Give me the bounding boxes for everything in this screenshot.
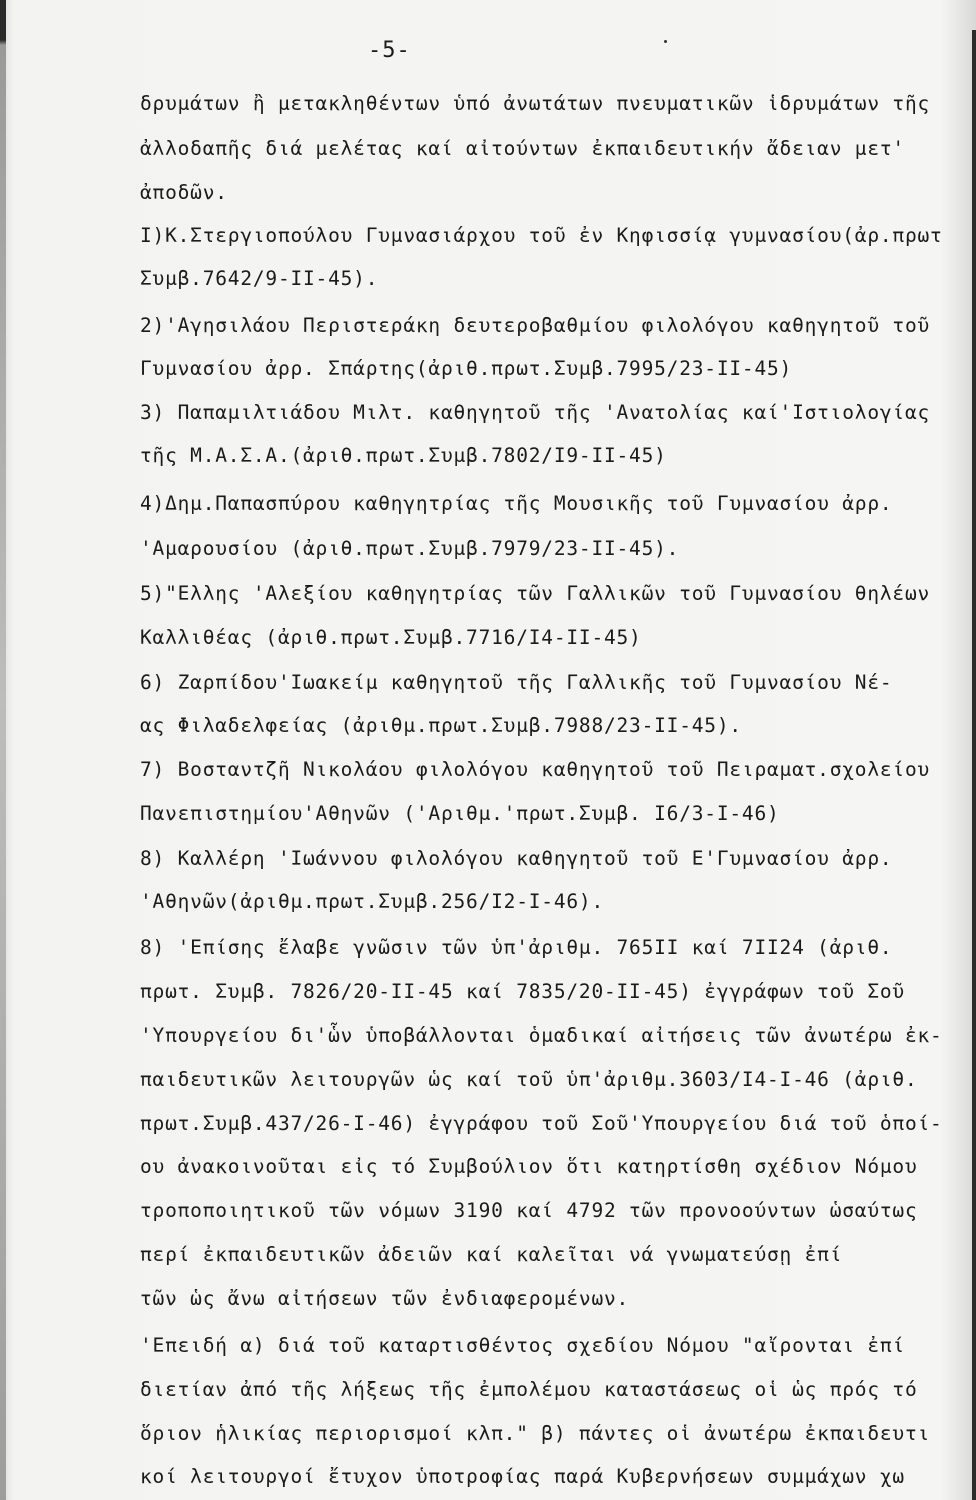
scan-right-edge (972, 30, 976, 1500)
text-line: 8) Καλλέρη 'Ιωάννου φιλολόγου καθηγητοῦ τοῦ Ε'Γυμνασίου ἀρρ. (140, 847, 893, 870)
text-line: 2)'Αγησιλάου Περιστεράκη δευτεροβαθμίου φιλολόγου καθηγητοῦ τοῦ (140, 314, 931, 337)
text-line: διετίαν ἀπό τῆς λήξεως τῆς ἐμπολέμου καταστάσεως οἱ ὡς πρός τό (140, 1378, 918, 1401)
text-line: Πανεπιστημίου'Αθηνῶν ('Αριθμ.'πρωτ.Συμβ. I6/3-I-46) (140, 802, 780, 825)
text-line: 7) Βοσταντζῆ Νικολάου φιλολόγου καθηγητοῦ τοῦ Πειραματ.σχολείου (140, 758, 931, 781)
text-line: πρωτ. Συμβ. 7826/20-II-45 καί 7835/20-II-45) ἐγγράφων τοῦ Σοῦ (140, 980, 905, 1003)
text-line: ου ἀνακοινοῦται εἰς τό Συμβούλιον ὅτι κατηρτίσθη σχέδιον Νόμου (140, 1155, 918, 1178)
text-line: ἀποδῶν. (140, 181, 228, 204)
scan-left-edge (0, 0, 6, 1500)
text-line: κοί λειτουργοί ἔτυχον ὑποτροφίας παρά Κυβερνήσεων συμμάχων χω (140, 1465, 905, 1488)
ink-speck (664, 40, 667, 43)
text-line: 'Υπουργείου δι'ὧν ὑποβάλλονται ὁμαδικαί αἰτήσεις τῶν ἀνωτέρω ἐκ- (140, 1024, 943, 1047)
text-line: 6) Ζαρπίδου'Ιωακείμ καθηγητοῦ τῆς Γαλλικῆς τοῦ Γυμνασίου Νέ- (140, 671, 893, 694)
text-line: Γυμνασίου ἀρρ. Σπάρτης(ἀριθ.πρωτ.Συμβ.7995/23-II-45) (140, 357, 793, 380)
text-line: ας Φιλαδελφείας (ἀριθμ.πρωτ.Συμβ.7988/23-II-45). (140, 714, 742, 737)
text-line: περί ἐκπαιδευτικῶν ἀδειῶν καί καλεῖται νά γνωματεύσῃ ἐπί (140, 1243, 843, 1266)
text-line: παιδευτικῶν λειτουργῶν ὡς καί τοῦ ὑπ'ἀριθμ.3603/I4-I-46 (ἀριθ. (140, 1068, 918, 1091)
text-line: δρυμάτων ἢ μετακληθέντων ὑπό ἀνωτάτων πνευματικῶν ἱδρυμάτων τῆς (140, 92, 931, 115)
text-line: Καλλιθέας (ἀριθ.πρωτ.Συμβ.7716/I4-II-45) (140, 626, 642, 649)
text-line: 'Αθηνῶν(ἀριθμ.πρωτ.Συμβ.256/I2-I-46). (140, 890, 604, 913)
text-line: τῆς Μ.Α.Σ.Α.(ἀριθ.πρωτ.Συμβ.7802/I9-II-45) (140, 444, 667, 467)
text-line: τροποποιητικοῦ τῶν νόμων 3190 καί 4792 τῶν προνοούντων ὡσαύτως (140, 1199, 918, 1222)
text-line: ἀλλοδαπῆς διά μελέτας καί αἰτούντων ἐκπαιδευτικήν ἄδειαν μετ' (140, 137, 905, 160)
text-line: τῶν ὡς ἄνω αἰτήσεων τῶν ἐνδιαφερομένων. (140, 1287, 630, 1310)
text-line: ὅριον ἡλικίας περιορισμοί κλπ." β) πάντες οἱ ἀνωτέρω ἐκπαιδευτι (140, 1422, 931, 1445)
text-line: 4)Δημ.Παπασπύρου καθηγητρίας τῆς Μουσικῆς τοῦ Γυμνασίου ἀρρ. (140, 492, 893, 515)
text-line: 'Επειδή α) διά τοῦ καταρτισθέντος σχεδίου Νόμου "αἴρονται ἐπί (140, 1334, 905, 1357)
text-line: 3) Παπαμιλτιάδου Μιλτ. καθηγητοῦ τῆς 'Ανατολίας καί'Ιστιολογίας (140, 401, 931, 424)
page-number: -5- (368, 38, 411, 63)
text-line: πρωτ.Συμβ.437/26-I-46) ἐγγράφου τοῦ Σοῦ'Υπουργείου διά τοῦ ὁποί- (140, 1112, 943, 1135)
text-line: 8) 'Επίσης ἔλαβε γνῶσιν τῶν ὑπ'ἀριθμ. 765II καί 7II24 (ἀριθ. (140, 936, 893, 959)
text-line: 'Αμαρουσίου (ἀριθ.πρωτ.Συμβ.7979/23-II-45). (140, 537, 680, 560)
text-line: I)Κ.Στεργιοπούλου Γυμνασιάρχου τοῦ ἐν Κηφισσίᾳ γυμνασίου(ἀρ.πρωτ (140, 224, 943, 247)
text-line: Συμβ.7642/9-II-45). (140, 267, 379, 290)
text-line: 5)"Ελλης 'Αλεξίου καθηγητρίας τῶν Γαλλικῶν τοῦ Γυμνασίου θηλέων (140, 582, 931, 605)
